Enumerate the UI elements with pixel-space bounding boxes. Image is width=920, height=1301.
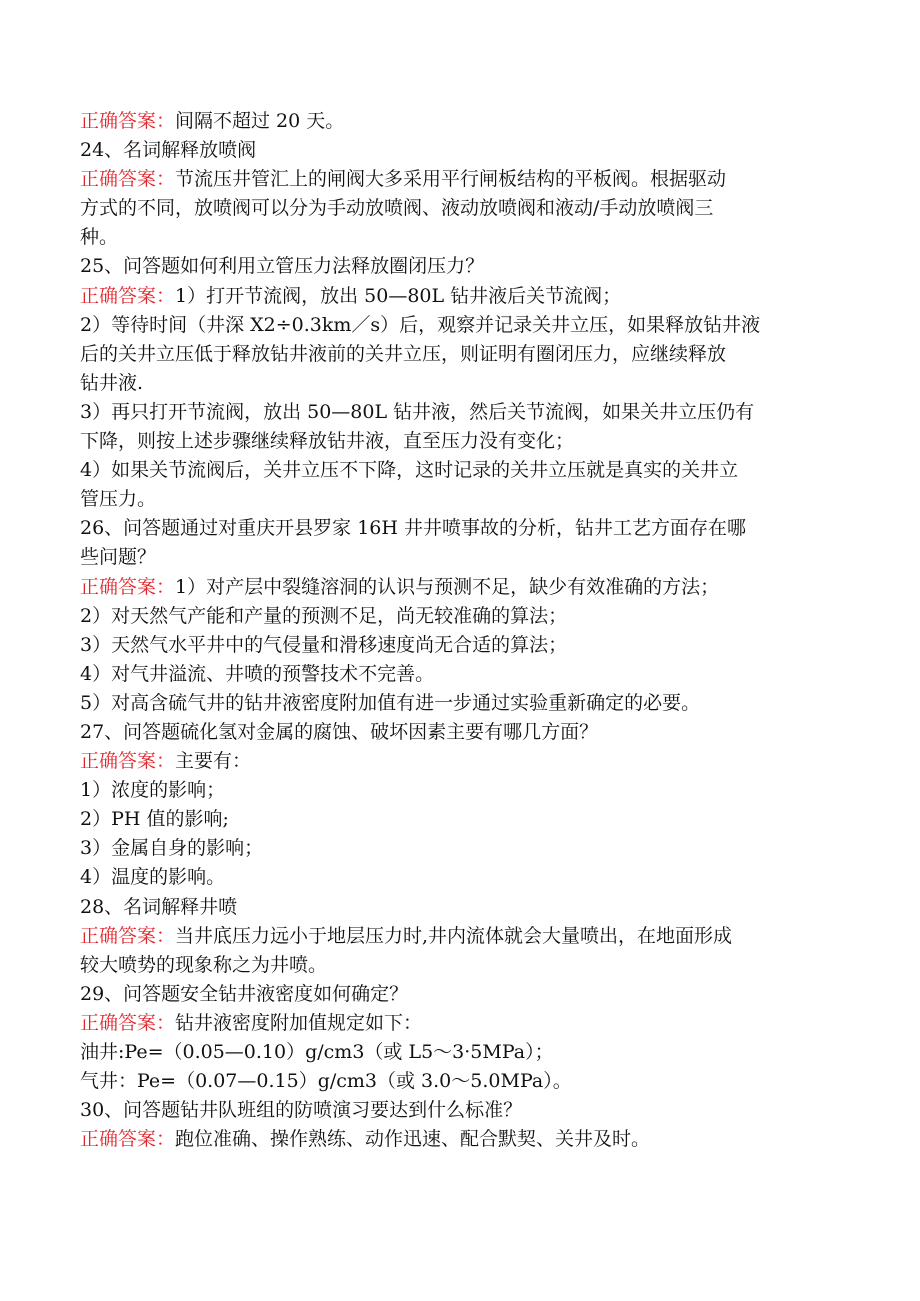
text-line — [80, 543, 840, 572]
text-line — [80, 951, 840, 980]
line-text: 2）对天然气产能和产量的预测不足，尚无较准确的算法； — [80, 604, 568, 627]
answer-label: 正确答案： — [80, 284, 176, 307]
answer-label: 正确答案： — [80, 1011, 176, 1034]
text-line — [80, 863, 840, 892]
answer-label: 正确答案： — [80, 1128, 176, 1151]
text-line — [80, 369, 840, 398]
line-text: 3）金属自身的影响； — [80, 837, 264, 860]
answer-line — [80, 282, 840, 311]
answer-label: 正确答案： — [80, 168, 176, 191]
line-text: 27、问答题硫化氢对金属的腐蚀、破坏因素主要有哪几方面？ — [80, 720, 599, 743]
text-line — [80, 834, 840, 863]
text-line — [80, 427, 840, 456]
line-text: 4）温度的影响。 — [80, 866, 226, 889]
text-line — [80, 689, 840, 718]
line-text: 钻井液密度附加值规定如下： — [175, 1011, 423, 1034]
answer-label: 正确答案： — [80, 924, 176, 947]
answer-label: 正确答案： — [80, 750, 176, 773]
line-text: 28、名词解释井喷 — [80, 895, 238, 918]
line-text: 下降，则按上述步骤继续释放钻井液，直至压力没有变化； — [80, 430, 575, 453]
text-line — [80, 340, 840, 369]
text-line — [80, 1067, 840, 1096]
line-text: 些问题？ — [80, 546, 157, 569]
answer-line — [80, 1125, 840, 1154]
answer-line — [80, 1009, 840, 1038]
text-line — [80, 1096, 840, 1125]
text-line — [80, 223, 840, 252]
line-text: 方式的不同，放喷阀可以分为手动放喷阀、液动放喷阀和液动/手动放喷阀三 — [80, 197, 714, 220]
answer-line — [80, 922, 840, 951]
answer-line — [80, 573, 840, 602]
line-text: 2）PH 值的影响; — [80, 808, 229, 831]
line-text: 当井底压力远小于地层压力时,井内流体就会大量喷出，在地面形成 — [175, 924, 733, 947]
line-text: 1）浓度的影响； — [80, 779, 226, 802]
text-line — [80, 631, 840, 660]
line-text: 节流压井管汇上的闸阀大多采用平行闸板结构的平板阀。根据驱动 — [175, 168, 727, 191]
line-text: 主要有： — [175, 750, 252, 773]
text-line — [80, 514, 840, 543]
text-line — [80, 718, 840, 747]
text-line — [80, 602, 840, 631]
text-line — [80, 776, 840, 805]
line-text: 较大喷势的现象称之为井喷。 — [80, 953, 328, 976]
text-line — [80, 980, 840, 1009]
line-text: 25、问答题如何利用立管压力法释放圈闭压力？ — [80, 255, 485, 278]
line-text: 间隔不超过 20 天。 — [175, 110, 345, 132]
document-body — [80, 107, 840, 1154]
line-text: 气井：Pe=（0.07—0.15）g/cm3（或 3.0～5.0MPa）。 — [80, 1070, 572, 1093]
text-line — [80, 311, 840, 340]
text-line — [80, 136, 840, 165]
line-text: 1）对产层中裂缝溶洞的认识与预测不足，缺少有效准确的方法； — [175, 575, 720, 598]
text-line — [80, 660, 840, 689]
text-line — [80, 1038, 840, 1067]
answer-line — [80, 747, 840, 776]
text-line — [80, 485, 840, 514]
text-line — [80, 194, 840, 223]
line-text: 5）对高含硫气井的钻井液密度附加值有进一步通过实验重新确定的必要。 — [80, 691, 701, 714]
line-text: 后的关井立压低于释放钻井液前的关井立压，则证明有圈闭压力，应继续释放 — [80, 342, 727, 365]
line-text: 4）如果关节流阀后，关井立压不下降，这时记录的关井立压就是真实的关井立 — [80, 459, 739, 482]
line-text: 4）对气井溢流、井喷的预警技术不完善。 — [80, 662, 435, 685]
answer-label: 正确答案： — [80, 110, 176, 132]
line-text: 钻井液. — [80, 371, 144, 394]
line-text: 30、问答题钻井队班组的防喷演习要达到什么标准？ — [80, 1099, 523, 1122]
text-line — [80, 456, 840, 485]
line-text: 种。 — [80, 226, 119, 249]
text-line — [80, 893, 840, 922]
answer-label: 正确答案： — [80, 575, 176, 598]
line-text: 3）天然气水平井中的气侵量和滑移速度尚无合适的算法； — [80, 633, 568, 656]
line-text: 1）打开节流阀，放出 50—80L 钻井液后关节流阀； — [175, 284, 622, 307]
line-text: 26、问答题通过对重庆开县罗家 16H 井井喷事故的分析，钻井工艺方面存在哪 — [80, 517, 747, 540]
line-text: 29、问答题安全钻井液密度如何确定？ — [80, 982, 409, 1005]
line-text: 油井:Pe=（0.05—0.10）g/cm3（或 L5～3·5MPa）； — [80, 1041, 554, 1063]
answer-line — [80, 165, 840, 194]
text-line — [80, 398, 840, 427]
line-text: 跑位准确、操作熟练、动作迅速、配合默契、关井及时。 — [175, 1128, 651, 1151]
line-text: 管压力。 — [80, 488, 157, 511]
text-line — [80, 805, 840, 834]
answer-line — [80, 107, 840, 136]
text-line — [80, 252, 840, 281]
line-text: 2）等待时间（井深 X2÷0.3km／s）后，观察并记录关井立压，如果释放钻井液 — [80, 313, 761, 336]
line-text: 24、名词解释放喷阀 — [80, 139, 257, 162]
line-text: 3）再只打开节流阀，放出 50—80L 钻井液，然后关节流阀，如果关井立压仍有 — [80, 400, 755, 423]
